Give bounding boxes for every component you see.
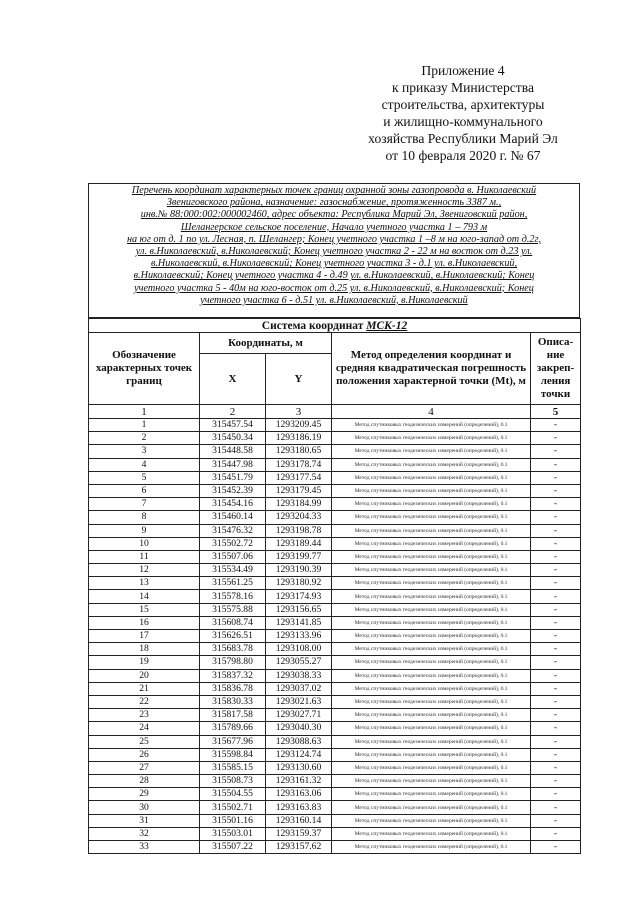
method-cell: Метод спутниковых геодезических измерений (определений), 0.1 (332, 603, 531, 616)
method-cell: Метод спутниковых геодезических измерений (определений), 0.1 (332, 484, 531, 497)
y-coordinate-cell: 1293159.37 (266, 827, 332, 840)
description-cell: - (531, 511, 581, 524)
title-line: учетного участка 6 - д.51 ул. в.Николаевский, в.Николаевский (200, 294, 468, 306)
y-coordinate-cell: 1293055.27 (266, 656, 332, 669)
x-coordinate-cell: 315585.15 (200, 761, 266, 774)
table-row (89, 590, 581, 603)
method-cell: Метод спутниковых геодезических измерений (определений), 0.1 (332, 537, 531, 550)
column-number: 4 (332, 405, 531, 419)
x-coordinate-cell: 315452.39 (200, 484, 266, 497)
y-coordinate-cell: 1293180.92 (266, 577, 332, 590)
title-line: на юг от д. 1 по ул. Лесная, п. Шелангер; Конец учетного участка 1 –8 м на юго-запад от д.2г, (126, 233, 542, 245)
method-cell: Метод спутниковых геодезических измерений (определений), 0.1 (332, 748, 531, 761)
description-cell: - (531, 550, 581, 563)
table-row (89, 643, 581, 656)
description-cell: - (531, 630, 581, 643)
point-number-cell: 19 (89, 656, 200, 669)
y-coordinate-cell: 1293199.77 (266, 550, 332, 563)
coordinate-system-cell (89, 319, 581, 333)
point-number-cell: 8 (89, 511, 200, 524)
y-coordinate-cell: 1293209.45 (266, 419, 332, 432)
point-number-cell: 23 (89, 709, 200, 722)
y-coordinate-cell: 1293180.65 (266, 445, 332, 458)
table-row (89, 471, 581, 484)
column-number: 5 (531, 405, 581, 419)
table-row (89, 445, 581, 458)
table-row (89, 775, 581, 788)
description-cell: - (531, 458, 581, 471)
method-cell: Метод спутниковых геодезических измерений (определений), 0.1 (332, 616, 531, 629)
method-cell: Метод спутниковых геодезических измерений (определений), 0.1 (332, 630, 531, 643)
x-coordinate-cell: 315460.14 (200, 511, 266, 524)
x-coordinate-cell: 315830.33 (200, 695, 266, 708)
x-coordinate-cell: 315534.49 (200, 564, 266, 577)
table-row (89, 669, 581, 682)
y-coordinate-cell: 1293178.74 (266, 458, 332, 471)
y-coordinate-cell: 1293133.96 (266, 630, 332, 643)
point-number-cell: 1 (89, 419, 200, 432)
table-row (89, 550, 581, 563)
method-cell: Метод спутниковых геодезических измерений (определений), 0.1 (332, 788, 531, 801)
description-cell: - (531, 419, 581, 432)
x-coordinate-cell: 315448.58 (200, 445, 266, 458)
x-coordinate-cell: 315837.32 (200, 669, 266, 682)
description-cell: - (531, 722, 581, 735)
point-number-cell: 5 (89, 471, 200, 484)
coordinate-system-row (89, 319, 581, 333)
coordinate-list-title (88, 183, 580, 318)
description-cell: - (531, 564, 581, 577)
y-coordinate-cell: 1293130.60 (266, 761, 332, 774)
table-row (89, 748, 581, 761)
header-description: Описа-ние закреп-ления точки (531, 333, 581, 405)
table-row (89, 630, 581, 643)
point-number-cell: 24 (89, 722, 200, 735)
table-row (89, 419, 581, 432)
x-coordinate-cell: 315608.74 (200, 616, 266, 629)
x-coordinate-cell: 315503.01 (200, 827, 266, 840)
table-row (89, 616, 581, 629)
description-cell: - (531, 577, 581, 590)
point-number-cell: 12 (89, 564, 200, 577)
description-cell: - (531, 537, 581, 550)
method-cell: Метод спутниковых геодезических измерений (определений), 0.1 (332, 445, 531, 458)
header-x: X (200, 354, 266, 405)
x-coordinate-cell: 315504.55 (200, 788, 266, 801)
y-coordinate-cell: 1293189.44 (266, 537, 332, 550)
table-row (89, 603, 581, 616)
y-coordinate-cell: 1293156.65 (266, 603, 332, 616)
title-line: ул. в.Николаевский, в.Николаевский; Конец учетного участка 2 - 22 м на восток от д.23 ул. (135, 246, 533, 258)
description-cell: - (531, 471, 581, 484)
method-cell: Метод спутниковых геодезических измерений (определений), 0.1 (332, 735, 531, 748)
x-coordinate-cell: 315598.84 (200, 748, 266, 761)
table-row (89, 682, 581, 695)
method-cell: Метод спутниковых геодезических измерений (определений), 0.1 (332, 550, 531, 563)
title-line: Перечень координат характерных точек границ охранной зоны газопровода в. Николаевский (131, 185, 537, 196)
point-number-cell: 9 (89, 524, 200, 537)
table-row (89, 788, 581, 801)
method-cell: Метод спутниковых геодезических измерений (определений), 0.1 (332, 432, 531, 445)
description-cell: - (531, 445, 581, 458)
y-coordinate-cell: 1293163.06 (266, 788, 332, 801)
y-coordinate-cell: 1293040.30 (266, 722, 332, 735)
method-cell: Метод спутниковых геодезических измерений (определений), 0.1 (332, 827, 531, 840)
title-line: Шелангерское сельское поселение, Начало учетного участка 1 – 793 м (180, 221, 488, 233)
appendix-header (338, 62, 588, 164)
table-row (89, 484, 581, 497)
description-cell: - (531, 603, 581, 616)
table-row (89, 656, 581, 669)
x-coordinate-cell: 315626.51 (200, 630, 266, 643)
method-cell: Метод спутниковых геодезических измерений (определений), 0.1 (332, 775, 531, 788)
description-cell: - (531, 735, 581, 748)
header-method: Метод определения координат и средняя квадратическая погрешность положения характерной точки (Mt), м (332, 333, 531, 405)
y-coordinate-cell: 1293021.63 (266, 695, 332, 708)
point-number-cell: 25 (89, 735, 200, 748)
x-coordinate-cell: 315450.34 (200, 432, 266, 445)
column-number-row (89, 405, 581, 419)
point-number-cell: 15 (89, 603, 200, 616)
appendix-line: Приложение 4 (421, 63, 505, 78)
method-cell: Метод спутниковых геодезических измерений (определений), 0.1 (332, 801, 531, 814)
y-coordinate-cell: 1293037.02 (266, 682, 332, 695)
point-number-cell: 4 (89, 458, 200, 471)
title-line: в.Николаевский, в.Николаевский; Конец учетного участка 3 - д.1 ул. в.Николаевский, (150, 258, 518, 270)
description-cell: - (531, 669, 581, 682)
x-coordinate-cell: 315507.06 (200, 550, 266, 563)
y-coordinate-cell: 1293161.32 (266, 775, 332, 788)
point-number-cell: 3 (89, 445, 200, 458)
coordinate-system-name: МСК-12 (366, 319, 408, 332)
description-cell: - (531, 682, 581, 695)
table-row (89, 814, 581, 827)
description-cell: - (531, 814, 581, 827)
description-cell: - (531, 709, 581, 722)
x-coordinate-cell: 315508.73 (200, 775, 266, 788)
point-number-cell: 2 (89, 432, 200, 445)
description-cell: - (531, 841, 581, 854)
x-coordinate-cell: 315561.25 (200, 577, 266, 590)
method-cell: Метод спутниковых геодезических измерений (определений), 0.1 (332, 419, 531, 432)
method-cell: Метод спутниковых геодезических измерений (определений), 0.1 (332, 709, 531, 722)
header-coordinates: Координаты, м (200, 333, 332, 354)
x-coordinate-cell: 315817.58 (200, 709, 266, 722)
y-coordinate-cell: 1293177.54 (266, 471, 332, 484)
description-cell: - (531, 788, 581, 801)
x-coordinate-cell: 315476.32 (200, 524, 266, 537)
table-row (89, 709, 581, 722)
description-cell: - (531, 775, 581, 788)
table-row (89, 827, 581, 840)
point-number-cell: 28 (89, 775, 200, 788)
method-cell: Метод спутниковых геодезических измерений (определений), 0.1 (332, 577, 531, 590)
point-number-cell: 26 (89, 748, 200, 761)
description-cell: - (531, 484, 581, 497)
x-coordinate-cell: 315502.72 (200, 537, 266, 550)
point-number-cell: 31 (89, 814, 200, 827)
description-cell: - (531, 498, 581, 511)
point-number-cell: 27 (89, 761, 200, 774)
x-coordinate-cell: 315677.96 (200, 735, 266, 748)
x-coordinate-cell: 315507.22 (200, 841, 266, 854)
method-cell: Метод спутниковых геодезических измерений (определений), 0.1 (332, 564, 531, 577)
table-row (89, 458, 581, 471)
description-cell: - (531, 656, 581, 669)
point-number-cell: 13 (89, 577, 200, 590)
x-coordinate-cell: 315454.16 (200, 498, 266, 511)
coordinates-table (88, 318, 581, 854)
method-cell: Метод спутниковых геодезических измерений (определений), 0.1 (332, 590, 531, 603)
point-number-cell: 17 (89, 630, 200, 643)
method-cell: Метод спутниковых геодезических измерений (определений), 0.1 (332, 814, 531, 827)
y-coordinate-cell: 1293204.33 (266, 511, 332, 524)
title-line: учетного участка 5 - 40м на юго-восток от д.25 ул. в.Николаевский, в.Николаевский; Конец (134, 282, 534, 294)
y-coordinate-cell: 1293190.39 (266, 564, 332, 577)
appendix-line: к приказу Министерства (391, 80, 535, 95)
appendix-line: строительства, архитектуры (381, 97, 545, 112)
table-row (89, 432, 581, 445)
y-coordinate-cell: 1293108.00 (266, 643, 332, 656)
method-cell: Метод спутниковых геодезических измерений (определений), 0.1 (332, 643, 531, 656)
appendix-line: от 10 февраля 2020 г. № 67 (385, 148, 541, 163)
coordinate-system-label: Система координат (261, 319, 364, 332)
point-number-cell: 29 (89, 788, 200, 801)
x-coordinate-cell: 315447.98 (200, 458, 266, 471)
point-number-cell: 7 (89, 498, 200, 511)
y-coordinate-cell: 1293184.99 (266, 498, 332, 511)
x-coordinate-cell: 315683.78 (200, 643, 266, 656)
point-number-cell: 33 (89, 841, 200, 854)
method-cell: Метод спутниковых геодезических измерений (определений), 0.1 (332, 761, 531, 774)
table-row (89, 537, 581, 550)
y-coordinate-cell: 1293186.19 (266, 432, 332, 445)
description-cell: - (531, 616, 581, 629)
method-cell: Метод спутниковых геодезических измерений (определений), 0.1 (332, 656, 531, 669)
header-point-designation: Обозначение характерных точек границ (89, 333, 200, 405)
method-cell: Метод спутниковых геодезических измерений (определений), 0.1 (332, 471, 531, 484)
description-cell: - (531, 432, 581, 445)
method-cell: Метод спутниковых геодезических измерений (определений), 0.1 (332, 669, 531, 682)
header-y: Y (266, 354, 332, 405)
column-number: 3 (266, 405, 332, 419)
y-coordinate-cell: 1293179.45 (266, 484, 332, 497)
table-row (89, 577, 581, 590)
point-number-cell: 16 (89, 616, 200, 629)
table-row (89, 524, 581, 537)
x-coordinate-cell: 315789.66 (200, 722, 266, 735)
y-coordinate-cell: 1293198.78 (266, 524, 332, 537)
x-coordinate-cell: 315451.79 (200, 471, 266, 484)
y-coordinate-cell: 1293174.93 (266, 590, 332, 603)
y-coordinate-cell: 1293157.62 (266, 841, 332, 854)
point-number-cell: 21 (89, 682, 200, 695)
y-coordinate-cell: 1293124.74 (266, 748, 332, 761)
description-cell: - (531, 827, 581, 840)
point-number-cell: 32 (89, 827, 200, 840)
description-cell: - (531, 761, 581, 774)
y-coordinate-cell: 1293038.33 (266, 669, 332, 682)
table-row (89, 498, 581, 511)
point-number-cell: 11 (89, 550, 200, 563)
point-number-cell: 20 (89, 669, 200, 682)
point-number-cell: 6 (89, 484, 200, 497)
table-row (89, 511, 581, 524)
appendix-line: и жилищно-коммунального (383, 114, 543, 129)
table-row (89, 564, 581, 577)
table-row (89, 801, 581, 814)
title-line: в.Николаевский; Конец учетного участка 4 - д.49 ул. в.Николаевский, в.Николаевский; Конец (133, 270, 535, 282)
description-cell: - (531, 801, 581, 814)
x-coordinate-cell: 315501.16 (200, 814, 266, 827)
x-coordinate-cell: 315798.80 (200, 656, 266, 669)
y-coordinate-cell: 1293160.14 (266, 814, 332, 827)
table-row (89, 841, 581, 854)
title-line: Звениговского района, назначение: газоснабжение, протяженность 3387 м., (166, 197, 502, 209)
description-cell: - (531, 590, 581, 603)
table-row (89, 695, 581, 708)
method-cell: Метод спутниковых геодезических измерений (определений), 0.1 (332, 524, 531, 537)
y-coordinate-cell: 1293141.85 (266, 616, 332, 629)
x-coordinate-cell: 315457.54 (200, 419, 266, 432)
y-coordinate-cell: 1293088.63 (266, 735, 332, 748)
description-cell: - (531, 524, 581, 537)
method-cell: Метод спутниковых геодезических измерений (определений), 0.1 (332, 722, 531, 735)
y-coordinate-cell: 1293027.71 (266, 709, 332, 722)
method-cell: Метод спутниковых геодезических измерений (определений), 0.1 (332, 695, 531, 708)
x-coordinate-cell: 315502.71 (200, 801, 266, 814)
method-cell: Метод спутниковых геодезических измерений (определений), 0.1 (332, 498, 531, 511)
description-cell: - (531, 695, 581, 708)
point-number-cell: 10 (89, 537, 200, 550)
column-number: 2 (200, 405, 266, 419)
appendix-line: хозяйства Республики Марий Эл (368, 131, 558, 146)
method-cell: Метод спутниковых геодезических измерений (определений), 0.1 (332, 682, 531, 695)
table-row (89, 722, 581, 735)
table-row (89, 735, 581, 748)
y-coordinate-cell: 1293163.83 (266, 801, 332, 814)
coordinates-table-body (89, 319, 581, 854)
title-line: инв.№ 88:000:002:000002460, адрес объекта: Республика Марий Эл, Звениговский район, (140, 209, 528, 221)
method-cell: Метод спутниковых геодезических измерений (определений), 0.1 (332, 458, 531, 471)
column-number: 1 (89, 405, 200, 419)
method-cell: Метод спутниковых геодезических измерений (определений), 0.1 (332, 511, 531, 524)
description-cell: - (531, 748, 581, 761)
x-coordinate-cell: 315836.78 (200, 682, 266, 695)
header-row (89, 333, 581, 354)
point-number-cell: 18 (89, 643, 200, 656)
x-coordinate-cell: 315575.88 (200, 603, 266, 616)
x-coordinate-cell: 315578.16 (200, 590, 266, 603)
table-row (89, 761, 581, 774)
description-cell: - (531, 643, 581, 656)
point-number-cell: 22 (89, 695, 200, 708)
method-cell: Метод спутниковых геодезических измерений (определений), 0.1 (332, 841, 531, 854)
point-number-cell: 30 (89, 801, 200, 814)
point-number-cell: 14 (89, 590, 200, 603)
